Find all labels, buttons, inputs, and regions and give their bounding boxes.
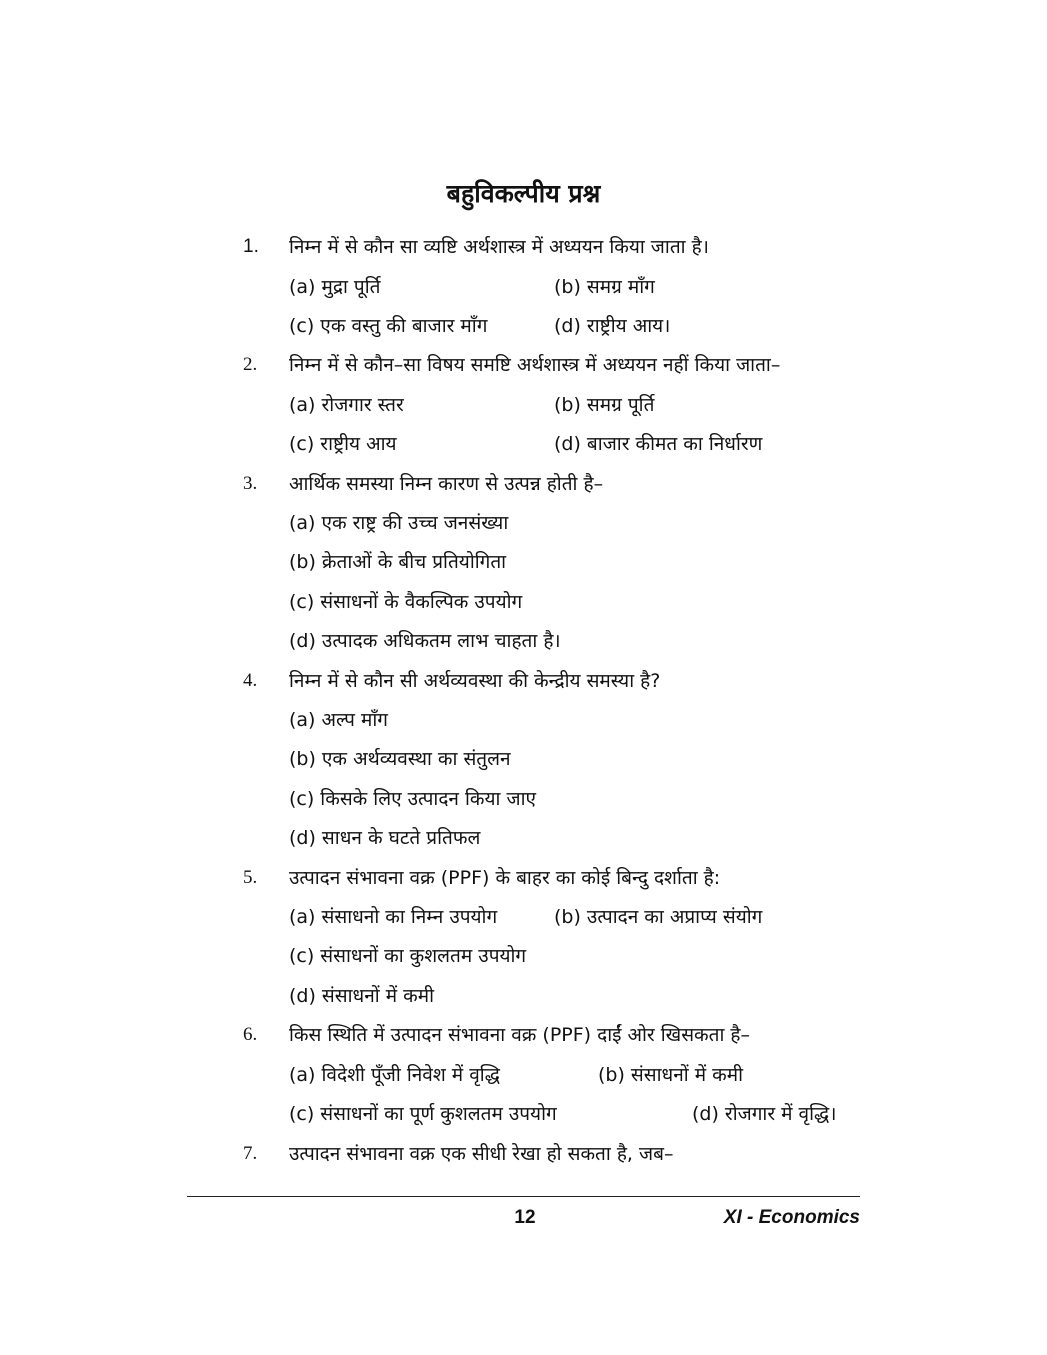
question-1-option-c: (c) एक वस्तु की बाजार माँग — [289, 315, 488, 337]
question-6-option-b: (b) संसाधनों में कमी — [598, 1064, 744, 1086]
question-1-number: 1. — [243, 236, 259, 257]
question-5-option-b: (b) उत्पादन का अप्राप्य संयोग — [554, 906, 763, 928]
question-5-number: 5. — [243, 867, 258, 888]
question-6-option-a: (a) विदेशी पूँजी निवेश में वृद्धि — [289, 1064, 500, 1086]
question-3-option-d: (d) उत्पादक अधिकतम लाभ चाहता है। — [289, 630, 561, 652]
question-1-option-d: (d) राष्ट्रीय आय। — [554, 315, 671, 337]
footer-divider — [187, 1196, 860, 1197]
question-3-option-c: (c) संसाधनों के वैकल्पिक उपयोग — [289, 591, 523, 613]
question-7-number: 7. — [243, 1143, 258, 1164]
question-2-number: 2. — [243, 354, 258, 375]
question-5-text: उत्पादन संभावना वक्र (PPF) के बाहर का कोई बिन्दु दर्शाता है: — [289, 867, 721, 889]
question-4-option-a: (a) अल्प माँग — [289, 709, 388, 731]
question-5-option-a: (a) संसाधनो का निम्न उपयोग — [289, 906, 498, 928]
question-3-number: 3. — [243, 473, 258, 494]
question-3-option-a: (a) एक राष्ट्र की उच्च जनसंख्या — [289, 512, 509, 534]
question-3-text: आर्थिक समस्या निम्न कारण से उत्पन्न होती है– — [289, 473, 604, 495]
question-4-option-c: (c) किसके लिए उत्पादन किया जाए — [289, 788, 537, 810]
question-7-text: उत्पादन संभावना वक्र एक सीधी रेखा हो सकता है, जब– — [289, 1143, 674, 1165]
subject-label: XI - Economics — [723, 1207, 860, 1228]
question-4-option-d: (d) साधन के घटते प्रतिफल — [289, 827, 481, 849]
question-2-option-b: (b) समग्र पूर्ति — [554, 394, 655, 416]
question-2-option-d: (d) बाजार कीमत का निर्धारण — [554, 433, 763, 455]
question-3-option-b: (b) क्रेताओं के बीच प्रतियोगिता — [289, 551, 507, 573]
question-6-number: 6. — [243, 1024, 258, 1045]
question-4-text: निम्न में से कौन सी अर्थव्यवस्था की केन्द्रीय समस्या है? — [289, 670, 661, 692]
question-6-text: किस स्थिति में उत्पादन संभावना वक्र (PPF) दाईं ओर खिसकता है– — [289, 1024, 751, 1046]
question-2-text: निम्न में से कौन–सा विषय समष्टि अर्थशास्त्र में अध्ययन नहीं किया जाता– — [289, 354, 781, 376]
question-6-option-c: (c) संसाधनों का पूर्ण कुशलतम उपयोग — [289, 1103, 557, 1125]
question-4-number: 4. — [243, 670, 258, 691]
question-5-option-d: (d) संसाधनों में कमी — [289, 985, 435, 1007]
question-2-option-a: (a) रोजगार स्तर — [289, 394, 404, 416]
page-number: 12 — [514, 1207, 536, 1228]
question-2-option-c: (c) राष्ट्रीय आय — [289, 433, 397, 455]
question-4-option-b: (b) एक अर्थव्यवस्था का संतुलन — [289, 748, 511, 770]
question-5-option-c: (c) संसाधनों का कुशलतम उपयोग — [289, 945, 527, 967]
question-1-text: निम्न में से कौन सा व्यष्टि अर्थशास्त्र में अध्ययन किया जाता है। — [289, 236, 709, 258]
page-title: बहुविकल्पीय प्रश्न — [446, 179, 601, 208]
question-1-option-a: (a) मुद्रा पूर्ति — [289, 276, 381, 298]
question-6-option-d: (d) रोजगार में वृद्धि। — [692, 1103, 837, 1125]
question-1-option-b: (b) समग्र माँग — [554, 276, 655, 298]
